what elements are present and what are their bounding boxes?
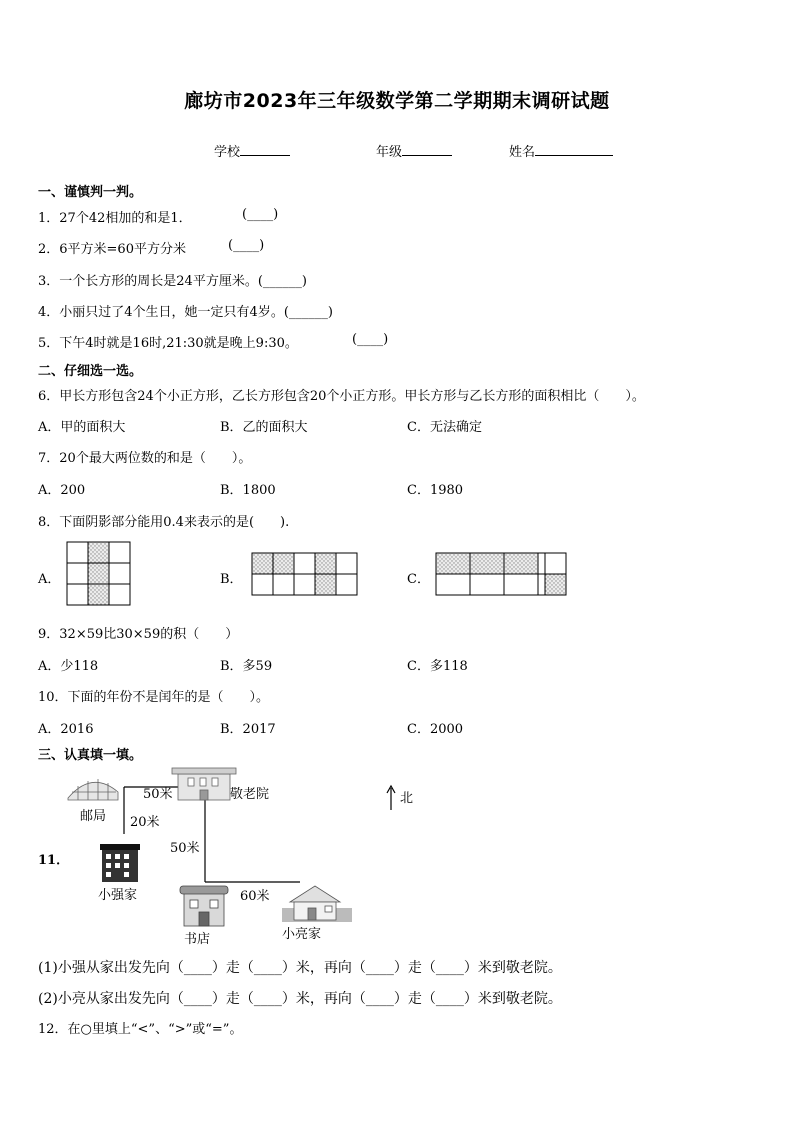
q7-option-b[interactable]: B．1800 — [220, 483, 276, 498]
name-blank[interactable] — [535, 143, 613, 156]
section-2-heading: 二、仔细选一选。 — [38, 364, 143, 379]
distance-50m-side: 50米 — [170, 841, 200, 856]
grid-c — [435, 552, 568, 597]
grid-c-shaded-cell — [504, 553, 538, 574]
xiaoqiang-home-icon — [100, 844, 140, 882]
grade-label: 年级 — [376, 145, 403, 160]
question-11-1[interactable]: (1)小强从家出发先向（____）走（____）米，再向（____）走（____）米到敬老院。 — [38, 960, 562, 976]
name-label: 姓名 — [509, 145, 536, 160]
q9-option-b[interactable]: B．多59 — [220, 659, 273, 674]
question-7: 7．20个最大两位数的和是（ ）。 — [38, 451, 252, 466]
q6-option-b[interactable]: B．乙的面积大 — [220, 420, 308, 435]
distance-50m-top: 50米 — [143, 787, 173, 802]
label-bookstore: 书店 — [184, 932, 211, 947]
grid-a-shaded-cell — [88, 584, 109, 605]
question-2: 2．6平方米=60平方分米 — [38, 242, 186, 257]
question-4: 4．小丽只过了4个生日，她一定只有4岁。(______) — [38, 305, 333, 320]
distance-20m: 20米 — [130, 815, 160, 830]
label-elder-home: 敬老院 — [230, 787, 270, 802]
q7-option-c[interactable]: C．1980 — [407, 483, 464, 498]
xiaoliang-home-icon — [282, 886, 352, 922]
question-1-answer[interactable]: (____) — [242, 207, 279, 222]
question-1: 1．27个42相加的和是1． — [38, 211, 192, 226]
grid-c-shaded-cell — [470, 553, 504, 574]
question-12: 12．在○里填上“<”、“>”或“=”。 — [38, 1022, 243, 1037]
q8-option-a[interactable]: A． — [38, 572, 61, 587]
grade-blank[interactable] — [402, 143, 452, 156]
grid-b — [251, 552, 359, 597]
q8-option-c[interactable]: C． — [407, 572, 430, 587]
q9-option-c[interactable]: C．多118 — [407, 659, 468, 674]
grid-c-shaded-cell — [436, 553, 470, 574]
q10-option-b[interactable]: B．2017 — [220, 722, 276, 737]
question-2-answer[interactable]: (____) — [228, 238, 265, 253]
grid-a-shaded-cell — [88, 563, 109, 584]
school-field — [214, 141, 290, 160]
page-title: 廊坊市2023年三年级数学第二学期期末调研试题 — [184, 90, 610, 112]
question-8: 8．下面阴影部分能用0.4来表示的是( ). — [38, 515, 290, 530]
question-11-number: 11． — [38, 853, 70, 868]
name-field — [509, 141, 613, 160]
section-3-heading: 三、认真填一填。 — [38, 748, 143, 763]
grid-b-shaded-cell — [252, 553, 273, 574]
question-5: 5．下午4时就是16时,21:30就是晚上9:30。 — [38, 336, 298, 351]
school-blank[interactable] — [240, 143, 290, 156]
section-1-heading: 一、谨慎判一判。 — [38, 185, 143, 200]
grade-field — [376, 141, 452, 160]
q6-option-a[interactable]: A．甲的面积大 — [38, 420, 126, 435]
q6-option-c[interactable]: C．无法确定 — [407, 420, 482, 435]
bookstore-icon — [180, 886, 228, 926]
school-label: 学校 — [214, 145, 241, 160]
question-11-2[interactable]: (2)小亮从家出发先向（____）走（____）米，再向（____）走（____）米到敬老院。 — [38, 991, 562, 1007]
q8-option-b[interactable]: B． — [220, 572, 243, 587]
post-office-icon — [68, 779, 118, 800]
grid-c-shaded-cell — [545, 574, 566, 595]
question-5-answer[interactable]: (____) — [352, 332, 389, 347]
grid-b-shaded-cell — [315, 574, 336, 595]
label-post-office: 邮局 — [80, 809, 107, 824]
q7-option-a[interactable]: A．200 — [38, 483, 86, 498]
question-10: 10．下面的年份不是闰年的是（ ）。 — [38, 690, 270, 705]
map-diagram — [60, 762, 430, 952]
grid-a-shaded-cell — [88, 542, 109, 563]
elder-home-icon — [172, 768, 236, 800]
grid-b-shaded-cell — [315, 553, 336, 574]
question-9: 9．32×59比30×59的积（ ） — [38, 627, 239, 642]
grid-b-shaded-cell — [273, 553, 294, 574]
question-3: 3．一个长方形的周长是24平方厘米。(______) — [38, 274, 307, 289]
q10-option-c[interactable]: C．2000 — [407, 722, 464, 737]
q10-option-a[interactable]: A．2016 — [38, 722, 94, 737]
grid-a — [66, 541, 132, 607]
question-6: 6．甲长方形包含24个小正方形，乙长方形包含20个小正方形。甲长方形与乙长方形的面积相比（ ）。 — [38, 389, 645, 404]
q9-option-a[interactable]: A．少118 — [38, 659, 99, 674]
label-xiaoqiang-home: 小强家 — [98, 888, 138, 903]
label-xiaoliang-home: 小亮家 — [282, 927, 322, 942]
distance-60m: 60米 — [240, 889, 270, 904]
label-north: 北 — [400, 791, 414, 806]
